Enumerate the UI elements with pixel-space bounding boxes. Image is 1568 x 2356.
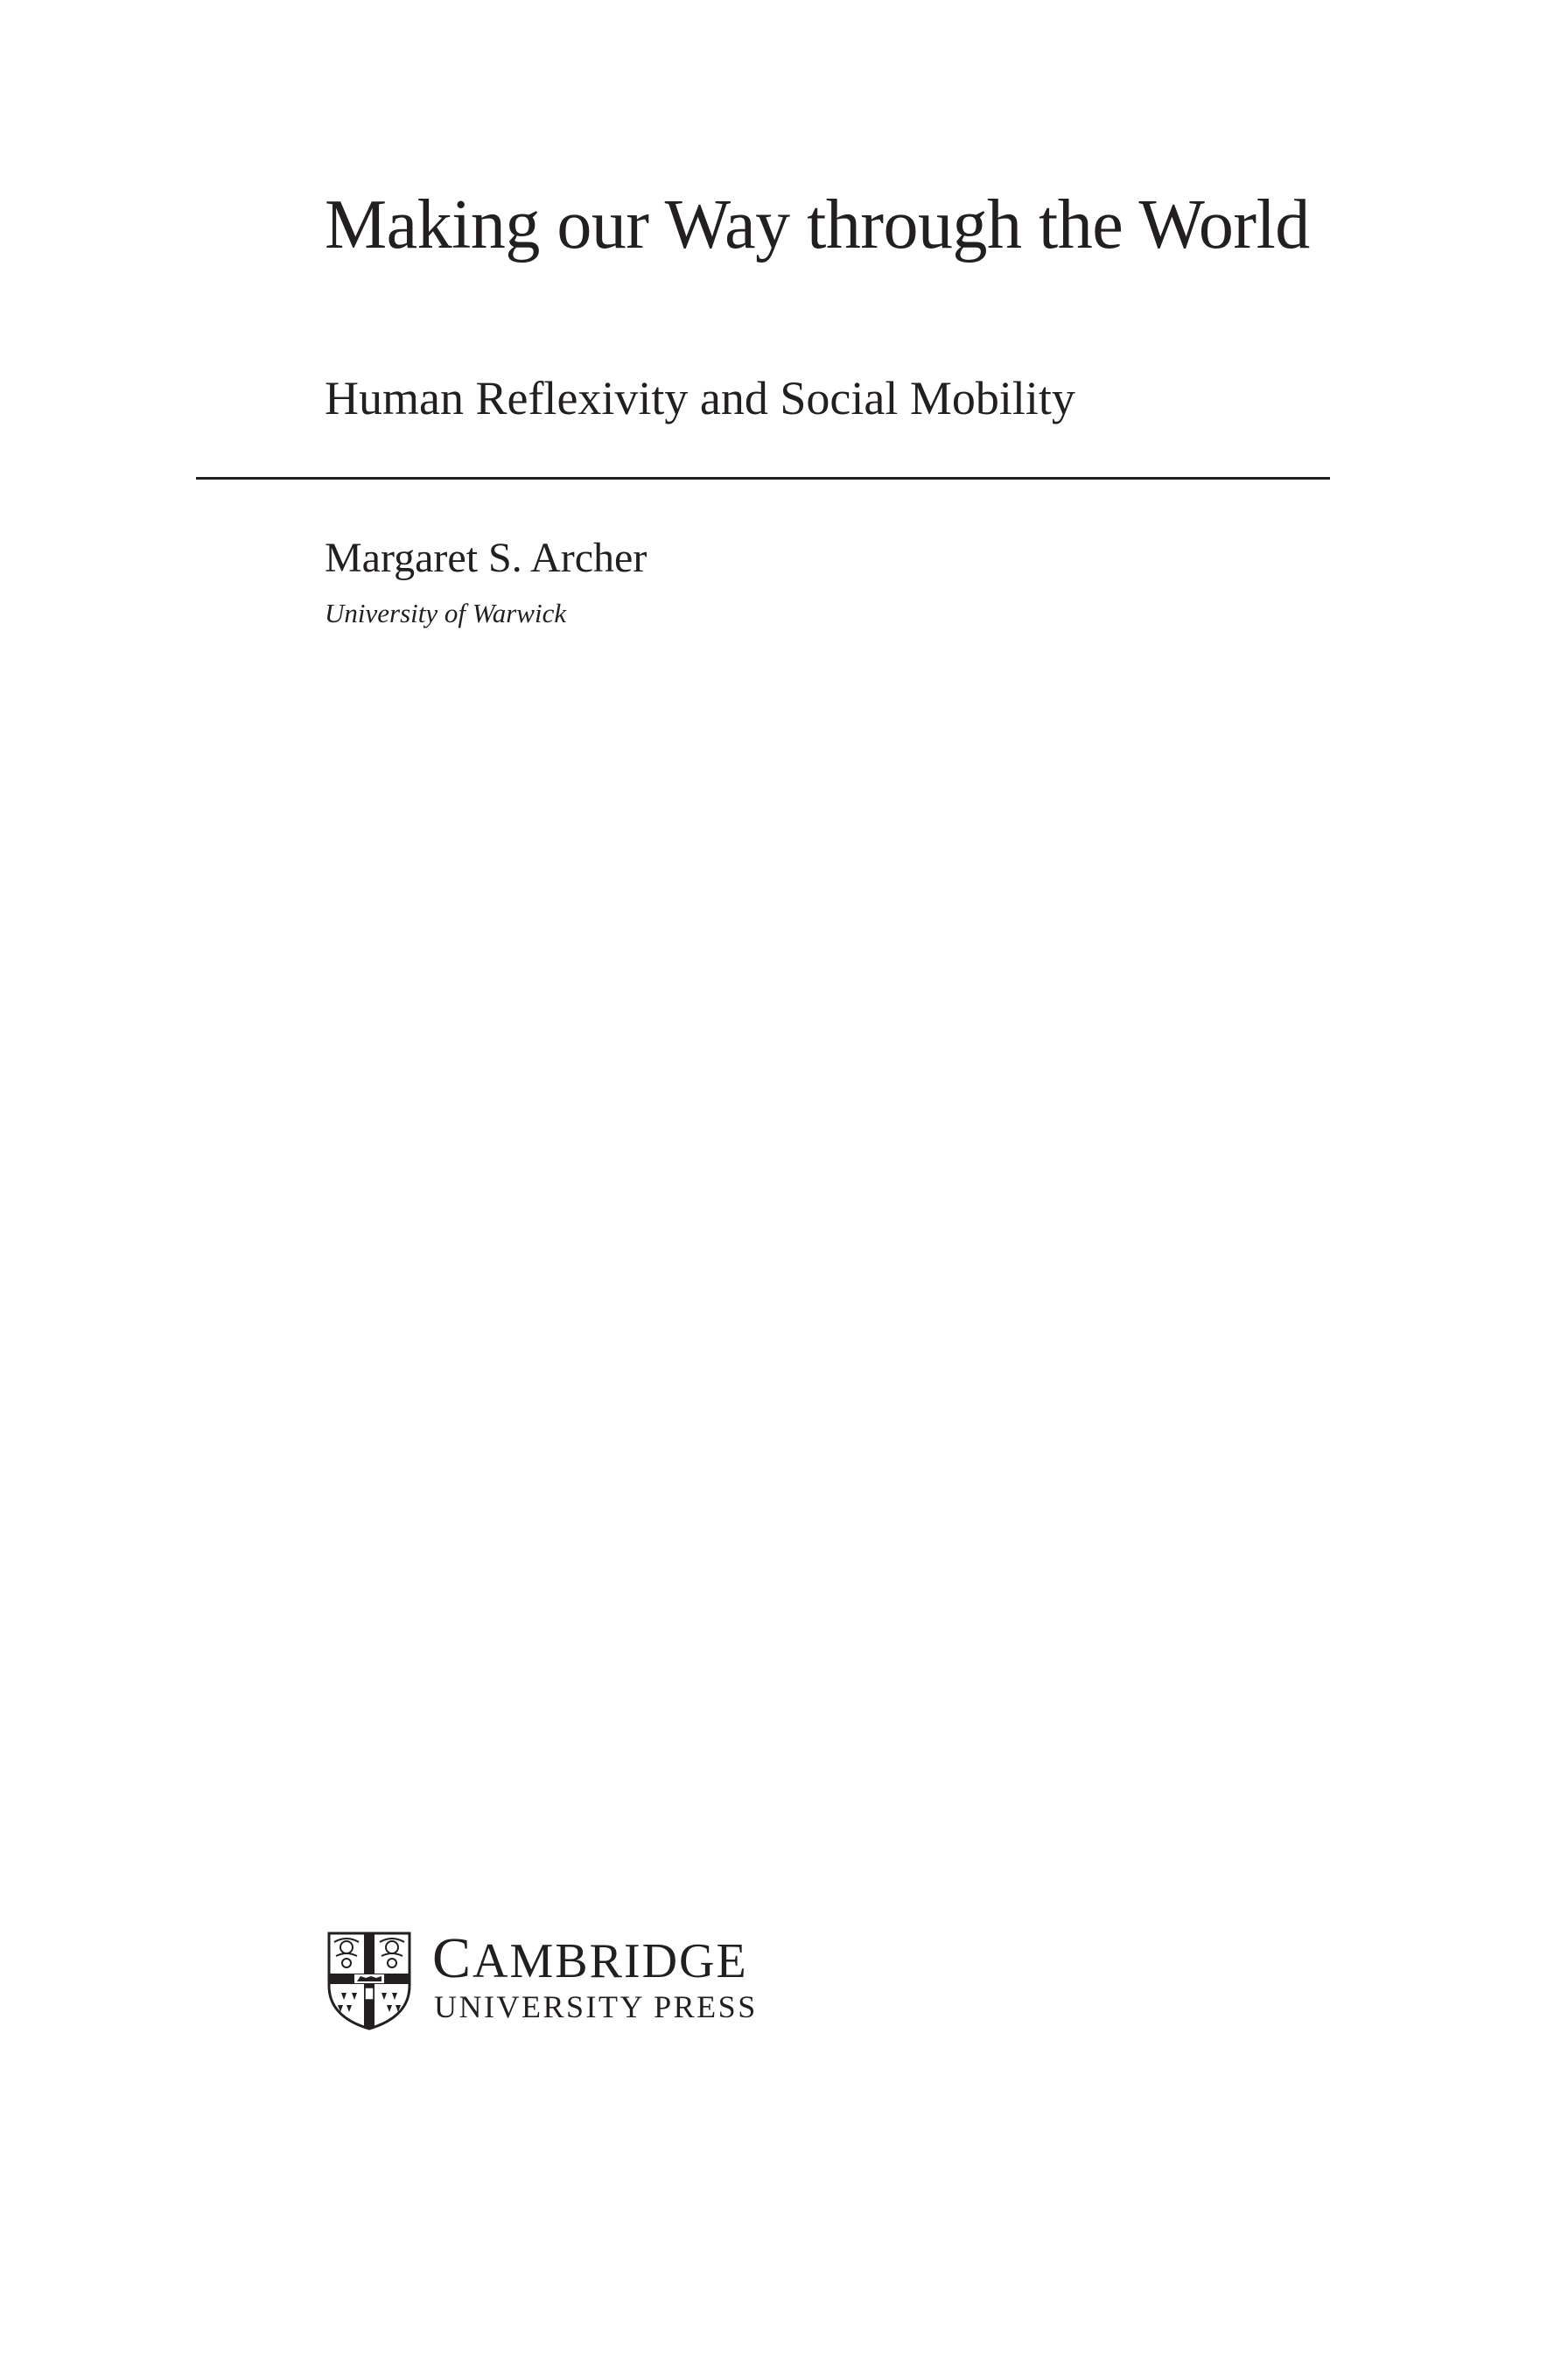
title-divider [196, 477, 1330, 480]
publisher-name-rest: AMBRIDGE [472, 1934, 748, 1988]
book-subtitle: Human Reflexivity and Social Mobility [325, 372, 1075, 424]
publisher-imprint [326, 1926, 816, 2035]
publisher-subline: UNIVERSITY PRESS [434, 1989, 758, 2024]
author-affiliation: University of Warwick [325, 598, 567, 628]
publisher-name-initial: C [432, 1926, 473, 1990]
author-name: Margaret S. Archer [325, 535, 648, 581]
book-title: Making our Way through the World [325, 186, 1310, 263]
university-crest-icon [326, 1930, 413, 2031]
publisher-name [432, 1926, 748, 1990]
